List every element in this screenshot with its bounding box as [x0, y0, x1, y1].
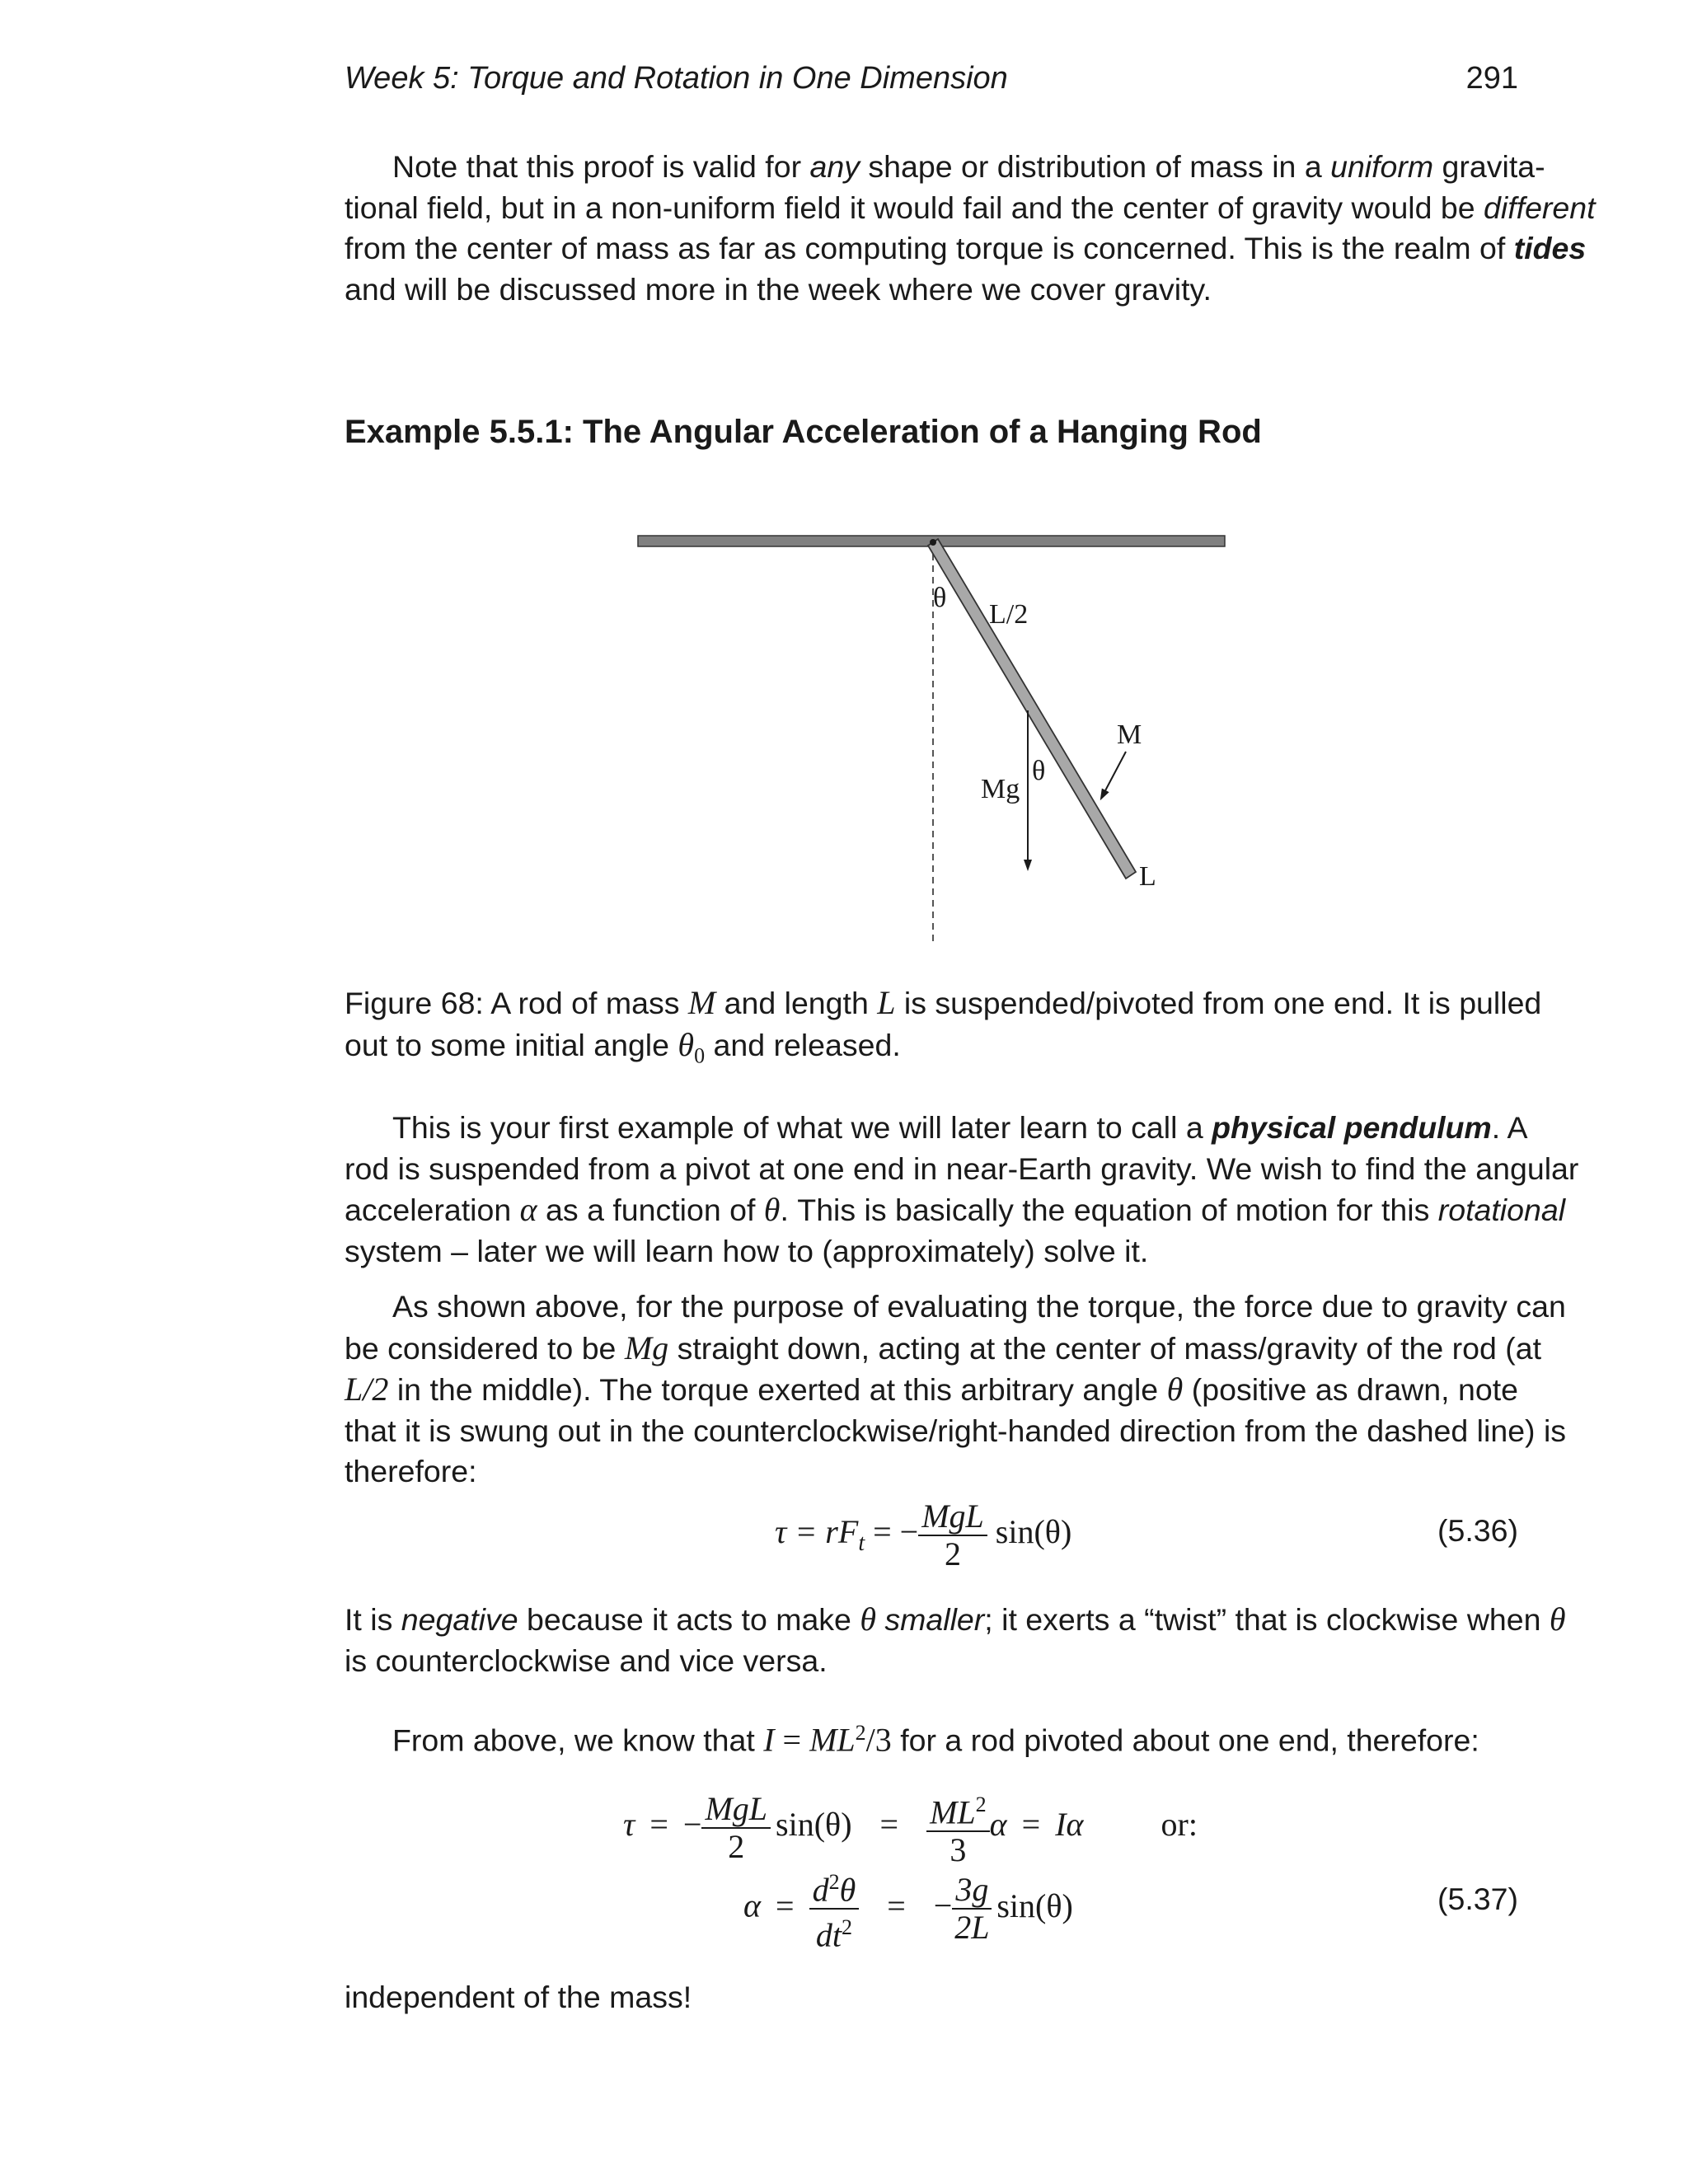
running-header-title: Week 5: Torque and Rotation in One Dimension — [345, 61, 1008, 96]
figure-caption: Figure 68: A rod of mass M and length L is suspended/pivoted from one end. It is pulled out to some initial angle $\theta_0$ and released. — [345, 984, 1542, 1067]
label-half-length: L/2 — [989, 599, 1029, 630]
equation-number-5-36: (5.36) — [1437, 1513, 1518, 1548]
label-mass: M — [1117, 719, 1142, 750]
rod — [928, 539, 1136, 879]
label-length: L — [1139, 861, 1156, 892]
paragraph-tides: Note that this proof is valid for any shape or distribution of mass in a uniform gravita- tional field, but in a non-uniform field it would fail and the center of gravity would be different from the center of mass as far as computing torque is concerned. This is the realm of tides and will be discussed more in the week where we cover gravity. — [345, 149, 1596, 307]
label-theta-mid: θ — [1032, 756, 1046, 786]
label-theta-top: θ — [933, 583, 947, 613]
mass-pointer-arrow — [1103, 752, 1126, 795]
hanging-rod-figure — [626, 527, 1253, 972]
example-heading: Example 5.5.1: The Angular Acceleration of a Hanging Rod — [345, 414, 1262, 450]
equation-5-37-row-1: τ = − $\frac{\text{MgL}}{2}$ sin(θ) = $\frac{ML^2}{3}$ α = Iα or: — [623, 1787, 1198, 1868]
equation-5-36: $\tau = rF_t$ = − $\frac{\text{MgL}}{2}$ sin(θ) — [775, 1497, 1072, 1572]
paragraph-moment-of-inertia: From above, we know that $I = ML^2/3$ for a rod pivoted about one end, therefore: — [392, 1721, 1479, 1759]
paragraph-torque-gravity: As shown above, for the purpose of evaluating the torque, the force due to gravity can be considered to be Mg straight down, acting at the center of mass/gravity of the rod (at L/2 in the middle). The torque exerted at this arbitrary angle θ (positive as drawn, note that it is swung out in the counterclockwise/right-handed direction from the dashed line) is therefore: — [345, 1289, 1567, 1488]
page-number: 291 — [1465, 61, 1518, 96]
closing-remark: independent of the mass! — [345, 1980, 692, 2014]
equation-number-5-37: (5.37) — [1437, 1882, 1518, 1916]
paragraph-negative-torque: It is negative because it acts to make θ smaller; it exerts a “twist” that is clockwise when θ is counterclockwise and vice versa. — [345, 1601, 1566, 1678]
pivot-point — [930, 539, 936, 546]
paragraph-physical-pendulum: This is your first example of what we will later learn to call a physical pendulum. A rod is suspended from a pivot at one end in near-Earth gravity. We wish to find the angular acceleration α as a function of θ. This is basically the equation of motion for this rotational system – later we will learn how to (approximately) solve it. — [345, 1110, 1579, 1268]
equation-5-37-row-2: α = $\frac{d^2\theta}{dt^2}$ = − $\frac{3g}{2L}$ sin(θ) — [743, 1864, 1073, 1954]
label-weight: Mg — [981, 774, 1020, 804]
